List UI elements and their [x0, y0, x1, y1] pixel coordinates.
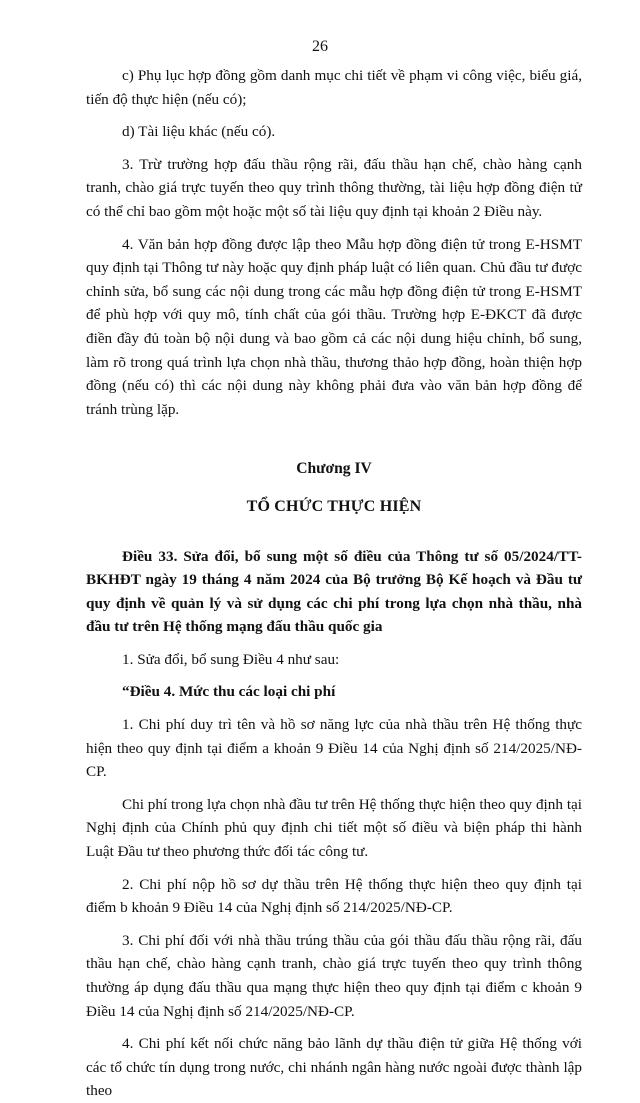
article-heading: Điều 33. Sửa đổi, bổ sung một số điều của Thông tư số 05/2024/TT-BKHĐT ngày 19 tháng 4 năm 2024 của Bộ trưởng Bộ Kế hoạch và Đầu tư quy định về quản lý và sử dụng các chi phí trong lựa chọn nhà thầu, nhà đầu tư trên Hệ thống mạng đấu thầu quốc gia [86, 547, 582, 636]
clause-1: 1. Chi phí duy trì tên và hồ sơ năng lực của nhà thầu trên Hệ thống thực hiện theo quy định tại điểm a khoản 9 Điều 14 của Nghị định số 214/2025/NĐ-CP. [86, 716, 582, 781]
chapter-label: Chương IV [296, 460, 372, 478]
paragraph-3: 3. Trừ trường hợp đấu thầu rộng rãi, đấu thầu hạn chế, chào hàng cạnh tranh, chào giá trực tuyến theo quy trình thông thường, tài liệu hợp đồng điện tử có thể chỉ bao gồm một hoặc một số tài liệu quy định tại khoản 2 Điều này. [86, 155, 582, 220]
page-number: 26 [312, 38, 328, 55]
document-body [86, 64, 582, 1103]
chapter-title: TỔ CHỨC THỰC HIỆN [246, 497, 422, 515]
quoted-article-heading: “Điều 4. Mức thu các loại chi phí [122, 683, 336, 701]
paragraph-4: 4. Văn bản hợp đồng được lập theo Mẫu hợp đồng điện tử trong E-HSMT quy định tại Thông tư này hoặc quy định pháp luật có liên quan. Chủ đầu tư được chỉnh sửa, bổ sung các nội dung trong các mẫu hợp đồng điện tử trong E-HSMT để phù hợp với quy mô, tính chất của gói thầu. Trường hợp E-ĐKCT đã được điền đầy đủ toàn bộ nội dung và bao gồm cả các nội dung hiệu chỉnh, bổ sung, làm rõ trong quá trình lựa chọn nhà thầu, thương thảo hợp đồng, hoàn thiện hợp đồng (nếu có) thì các nội dung này không phải đưa vào văn bản hợp đồng để tránh trùng lặp. [86, 235, 582, 418]
clause-2: 2. Chi phí nộp hồ sơ dự thầu trên Hệ thống thực hiện theo quy định tại điểm b khoản 9 Điều 14 của Nghị định số 214/2025/NĐ-CP. [86, 875, 582, 917]
clause-1-investor: Chi phí trong lựa chọn nhà đầu tư trên Hệ thống thực hiện theo quy định tại Nghị định của Chính phủ quy định chi tiết một số điều và biện pháp thi hành Luật Đầu tư theo phương thức đối tác công tư. [86, 795, 582, 861]
article-item-1: 1. Sửa đổi, bổ sung Điều 4 như sau: [122, 650, 340, 668]
clause-3: 3. Chi phí đối với nhà thầu trúng thầu của gói thầu đấu thầu rộng rãi, đấu thầu hạn chế, chào hàng cạnh tranh, chào giá trực tuyến theo quy trình thông thường áp dụng đấu thầu qua mạng thực hiện theo quy định tại điểm c khoản 9 Điều 14 của Nghị định số 214/2025/NĐ-CP. [86, 931, 582, 1020]
paragraph-d: d) Tài liệu khác (nếu có). [122, 123, 276, 141]
clause-4: 4. Chi phí kết nối chức năng bảo lãnh dự thầu điện tử giữa Hệ thống với các tổ chức tín dụng trong nước, chi nhánh ngân hàng nước ngoài được thành lập theo [86, 1035, 582, 1100]
paragraph-c: c) Phụ lục hợp đồng gồm danh mục chi tiết về phạm vi công việc, biểu giá, tiến độ thực hiện (nếu có); [86, 67, 582, 108]
